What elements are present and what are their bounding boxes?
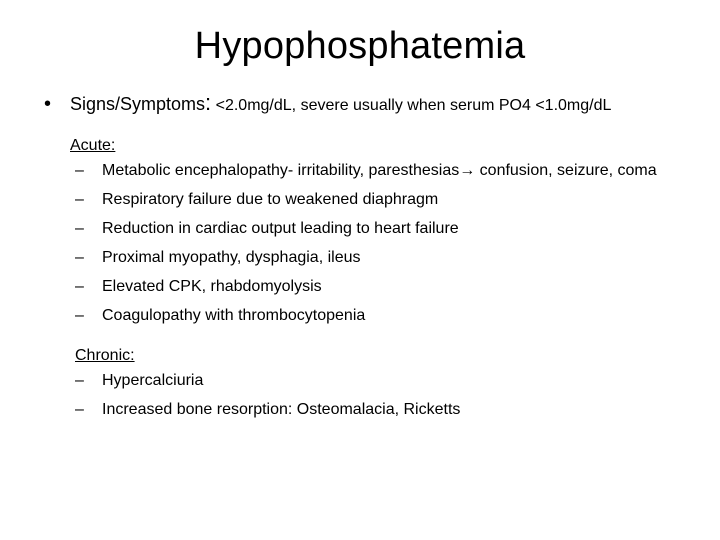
signs-symptoms-detail: <2.0mg/dL, severe usually when serum PO4 <1.0mg/dL xyxy=(211,97,612,114)
chronic-section xyxy=(70,345,664,421)
signs-symptoms-text xyxy=(70,92,664,117)
signs-symptoms-bullet xyxy=(44,92,664,117)
acute-item-proximal-myopathy xyxy=(70,247,664,269)
acute-item-elevated-cpk xyxy=(70,276,664,298)
chronic-item-hypercalciuria xyxy=(70,370,664,392)
signs-symptoms-label: Signs/Symptoms xyxy=(70,94,206,114)
dash-icon: – xyxy=(75,372,84,389)
dash-icon: – xyxy=(75,220,84,237)
dash-icon: – xyxy=(75,249,84,266)
acute-item-metabolic-encephalopathy xyxy=(70,160,664,182)
chronic-list xyxy=(70,370,664,421)
chronic-item-text: Increased bone resorption: Osteomalacia, Ricketts xyxy=(102,401,461,418)
acute-item-text: Elevated CPK, rhabdomyolysis xyxy=(102,278,322,295)
dash-icon: – xyxy=(75,162,84,179)
slide-content xyxy=(44,92,664,428)
chronic-item-bone-resorption xyxy=(70,399,664,421)
chronic-item-text: Hypercalciuria xyxy=(102,372,204,389)
acute-item-after-arrow: confusion, seizure, coma xyxy=(475,162,657,179)
chronic-heading: Chronic: xyxy=(75,347,135,364)
dash-icon: – xyxy=(75,401,84,418)
acute-item-text: Proximal myopathy, dysphagia, ileus xyxy=(102,249,361,266)
acute-item-text: Coagulopathy with thrombocytopenia xyxy=(102,307,366,324)
bullet-icon: • xyxy=(44,93,52,115)
acute-item-text xyxy=(102,160,664,182)
acute-section xyxy=(70,135,664,327)
slide-title: Hypophosphatemia xyxy=(194,25,526,67)
acute-item-cardiac-output xyxy=(70,218,664,240)
dash-icon: – xyxy=(75,278,84,295)
acute-item-respiratory-failure xyxy=(70,189,664,211)
acute-item-text: Reduction in cardiac output leading to heart failure xyxy=(102,220,459,237)
acute-item-text: Respiratory failure due to weakened diaphragm xyxy=(102,191,439,208)
dash-icon: – xyxy=(75,191,84,208)
acute-item-before-arrow: Metabolic encephalopathy- irritability, paresthesias xyxy=(102,162,460,179)
acute-list xyxy=(70,160,664,327)
acute-heading: Acute: xyxy=(70,137,116,154)
signs-symptoms-colon: : xyxy=(205,90,212,115)
right-arrow-icon: → xyxy=(459,162,476,179)
acute-item-coagulopathy xyxy=(70,305,664,327)
dash-icon: – xyxy=(75,307,84,324)
